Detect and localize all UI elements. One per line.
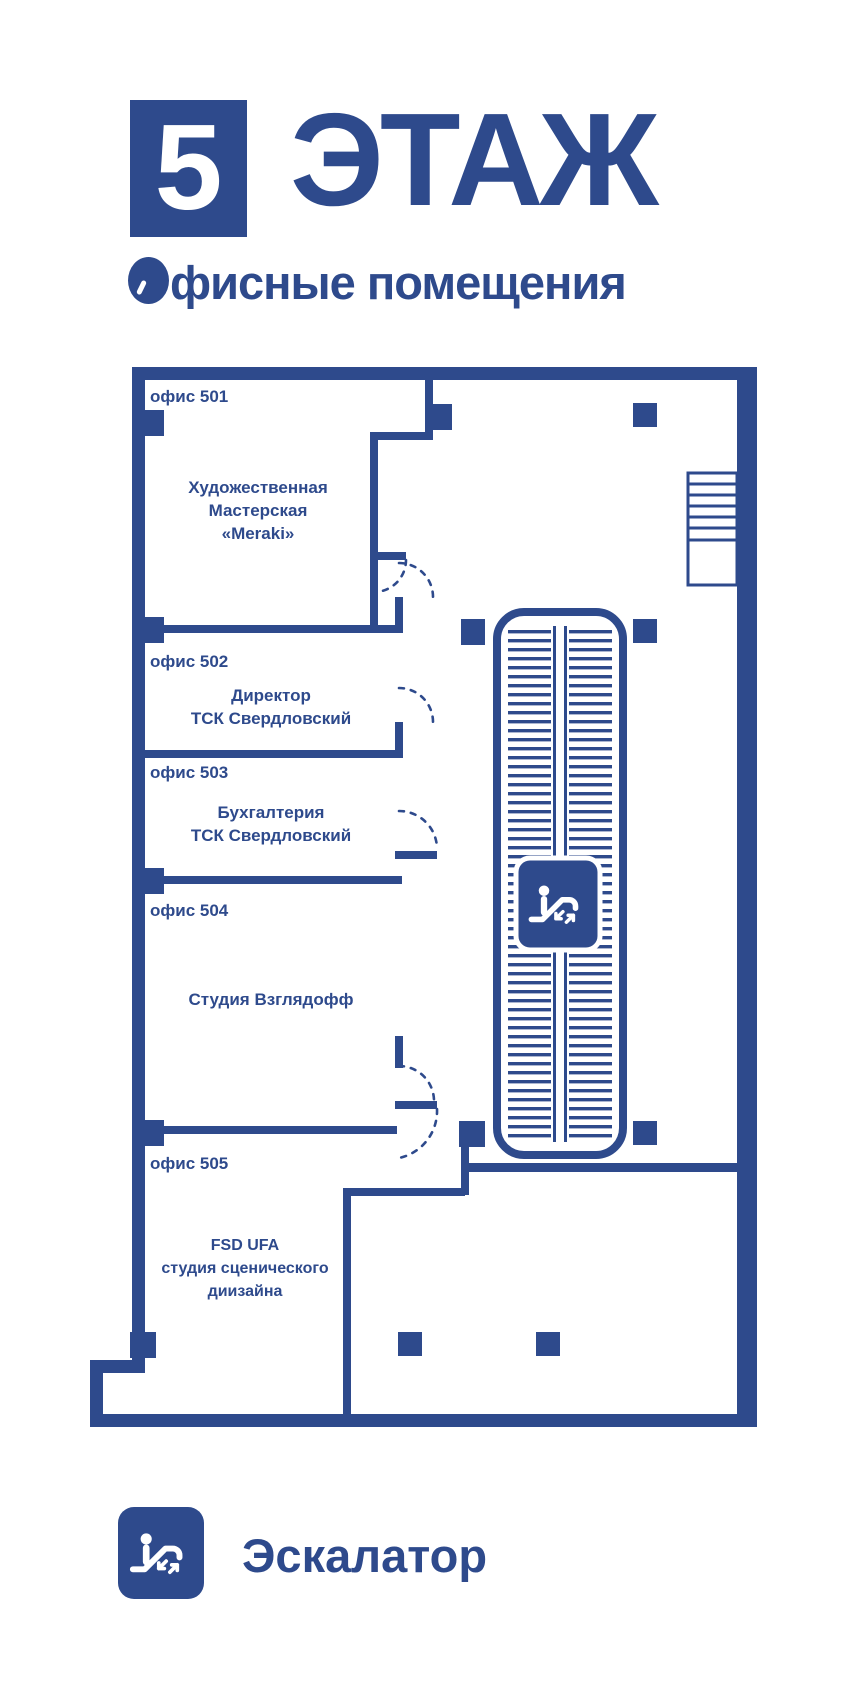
office-501-name: Художественная Мастерская «Meraki» (188, 478, 328, 543)
column (633, 403, 657, 427)
escalator-icon (118, 1507, 204, 1599)
wall-divider-504-505 (145, 1126, 397, 1134)
floor-number: 5 (154, 98, 223, 235)
wall-right (737, 367, 757, 1427)
wall-office505-right (343, 1188, 351, 1418)
column (633, 1121, 657, 1145)
office-503-name: Бухгалтерия ТСК Свердловский (190, 803, 352, 845)
column (130, 1332, 156, 1358)
column (536, 1332, 560, 1356)
floor-title: ЭТАЖ (290, 86, 655, 233)
column (138, 1120, 164, 1146)
wall-top (132, 367, 757, 380)
wall-lobby (461, 1163, 757, 1172)
escalator-badge-icon (516, 858, 600, 950)
wall-divider-503-504 (145, 876, 402, 884)
office-505-label: офис 505 (150, 1154, 229, 1173)
office-502-name: Директор ТСК Свердловский (190, 686, 352, 728)
office-503-label: офис 503 (150, 763, 229, 782)
office-504-name: Студия Взглядофф (188, 990, 354, 1009)
column (461, 619, 485, 645)
column (138, 868, 164, 894)
wall-left (132, 367, 145, 1367)
column (138, 617, 164, 643)
wall-divider-502-503 (145, 750, 402, 758)
office-502-label: офис 502 (150, 652, 229, 671)
office-505-name: FSD UFA студия сценического диизайна (161, 1237, 329, 1300)
stairs-icon (688, 473, 737, 585)
wall-notch-v (90, 1360, 103, 1427)
column (398, 1332, 422, 1356)
office-501-label: офис 501 (150, 387, 229, 406)
office-504-label: офис 504 (150, 901, 229, 920)
column (428, 404, 452, 430)
column (138, 410, 164, 436)
floor-subtitle-text: фисные помещения (170, 256, 626, 309)
wall-divider-501-502 (145, 625, 402, 633)
column (459, 1121, 485, 1147)
wall-bottom (90, 1414, 757, 1427)
escalator-legend-label: Эскалатор (242, 1529, 488, 1582)
column (633, 619, 657, 643)
